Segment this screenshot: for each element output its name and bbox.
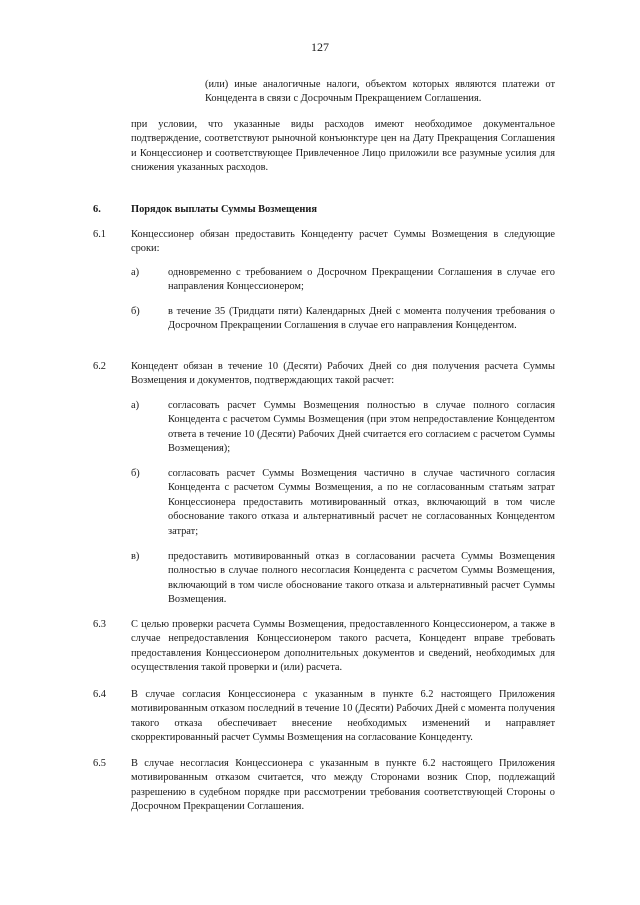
clause-6-1-item-b-text: в течение 35 (Тридцати пяти) Календарных Дней с момента получения требования о Досрочном Прекращении Соглашения в случае его направления Концедентом. [168,306,555,332]
page-number: 127 [311,40,329,54]
clause-6-5-text: В случае несогласия Концессионера с указанным в пункте 6.2 настоящего Приложения мотивированным отказом считается, что между Сторонами возник Спор, подлежащий разрешению в судебном порядке при рассмотрении требования соответствующей Стороны о Досрочном Прекращении Соглашения. [131,758,555,813]
clause-6-1-item-a-letter: а) [131,267,140,278]
clause-6-2-item-c-letter: в) [131,551,140,562]
clause-6-2-item-b-text: согласовать расчет Суммы Возмещения частично в случае частичного согласия Концедента с расчетом Суммы Возмещения, а по не согласованным статьям затрат Концессионера предоставить мотивированный отказ, включающий в том числе обоснование такого отказа и альтернативный расчет не согласованных Концедентом затрат; [168,468,555,537]
clause-6-2-text: Концедент обязан в течение 10 (Десяти) Рабочих Дней со дня получения расчета Суммы Возмещения и документов, подтверждающих такой расчет: [131,361,555,387]
clause-6-2-item-c-text: предоставить мотивированный отказ в согласовании расчета Суммы Возмещения полностью в случае полного несогласия Концедента с расчетом Суммы Возмещения, включающий в том числе обоснование такого отказа и альтернативный расчет Суммы Возмещения. [168,551,555,606]
clause-6-3-text: С целью проверки расчета Суммы Возмещения, предоставленного Концессионером, а также в случае непредоставления Концессионером такого расчета, Концедент вправе требовать предоставления Концессионером дополнительных документов и сведений, необходимых для осуществления такой проверки и (или) расчета. [131,619,555,674]
clause-6-2-number: 6.2 [93,361,106,372]
clause-6-4-text: В случае согласия Концессионера с указанным в пункте 6.2 настоящего Приложения мотивированным отказом последний в течение 10 (Десяти) Рабочих Дней с момента получения такого отказа обеспечивает внесение необходимых изменений и направляет скорректированный расчет Суммы Возмещения на согласование Концеденту. [131,689,555,744]
intro-indented-text: (или) иные аналогичные налоги, объектом которых являются платежи от Концедента в связи с Досрочным Прекращением Соглашения. [205,79,555,105]
clause-6-4-number: 6.4 [93,689,106,700]
clause-6-2-item-a-letter: а) [131,400,140,411]
clause-6-3-number: 6.3 [93,619,106,630]
clause-6-1-item-b-letter: б) [131,306,140,317]
clause-6-5-number: 6.5 [93,758,106,769]
clause-6-1-text: Концессионер обязан предоставить Концеденту расчет Суммы Возмещения в следующие сроки: [131,229,555,255]
clause-6-2-item-b-letter: б) [131,468,140,479]
section-title: Порядок выплаты Суммы Возмещения [131,204,317,215]
clause-6-1-item-a-text: одновременно с требованием о Досрочном Прекращении Соглашения в случае его направления Концессионером; [168,267,555,293]
clause-6-2-item-a-text: согласовать расчет Суммы Возмещения полностью в случае полного согласия Концедента с расчетом Суммы Возмещения (при этом непредоставление Концедентом ответа в течение 10 (Десяти) Рабочих Дней считается его согласием с расчетом Суммы Возмещения); [168,400,555,455]
intro-paragraph: при условии, что указанные виды расходов имеют необходимое документальное подтверждение, соответствуют рыночной конъюнктуре цен на Дату Прекращения Соглашения и Концессионер и соответствующее Привлеченное Лицо приложили все разумные усилия для снижения указанных расходов. [131,119,555,174]
section-number: 6. [93,204,101,215]
clause-6-1-number: 6.1 [93,229,106,240]
